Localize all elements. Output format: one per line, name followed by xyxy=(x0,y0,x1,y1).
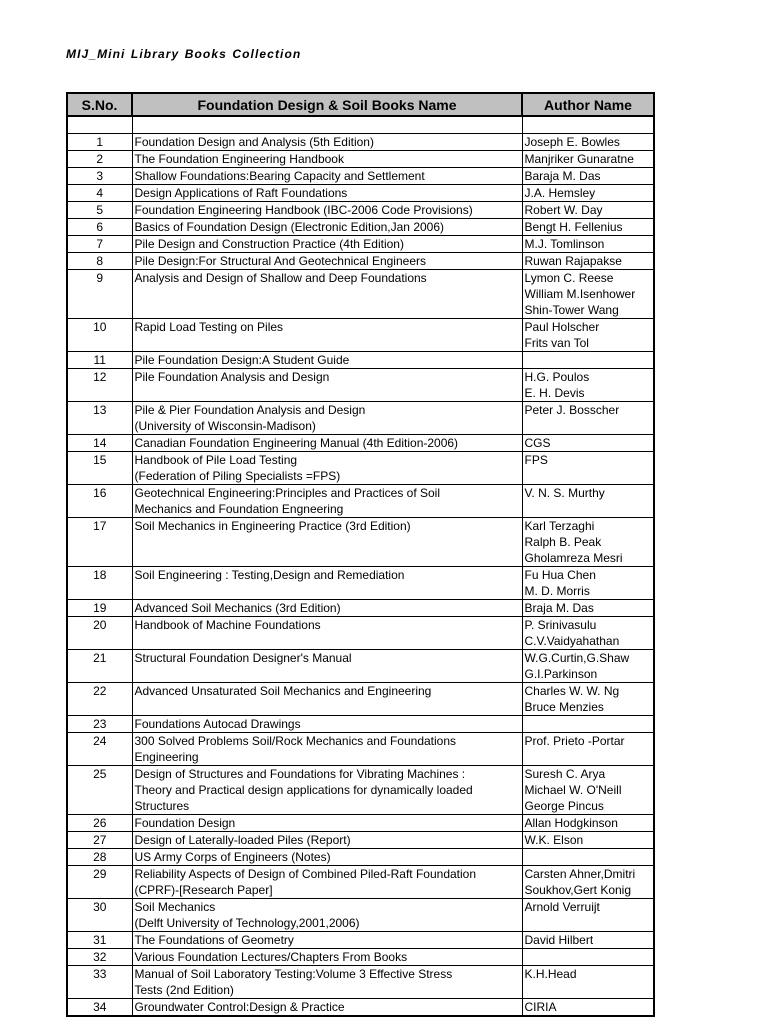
book-title-line: Foundation Engineering Handbook (IBC-2006 Code Provisions) xyxy=(134,203,473,217)
serial-number-cell: 28 xyxy=(67,849,132,866)
table-row xyxy=(67,815,654,832)
author-line: E. H. Devis xyxy=(524,386,585,400)
serial-number-cell: 1 xyxy=(67,134,132,151)
serial-number-cell: 16 xyxy=(67,485,132,518)
table-row xyxy=(67,168,654,185)
author-line: Bengt H. Fellenius xyxy=(524,220,623,234)
serial-number-cell: 15 xyxy=(67,452,132,485)
author-line: Lymon C. Reese xyxy=(524,271,614,285)
author-cell xyxy=(522,849,654,866)
book-title-line: Soil Engineering : Testing,Design and Remediation xyxy=(134,568,405,582)
book-title-line: Foundation Design and Analysis (5th Edition) xyxy=(134,135,374,149)
book-title-cell xyxy=(132,518,522,567)
book-title-cell xyxy=(132,134,522,151)
table-row xyxy=(67,733,654,766)
table-row xyxy=(67,600,654,617)
book-title-line: Shallow Foundations:Bearing Capacity and Settlement xyxy=(134,169,425,183)
table-row xyxy=(67,766,654,815)
author-cell xyxy=(522,949,654,966)
book-title-line: Rapid Load Testing on Piles xyxy=(134,320,284,334)
author-line: G.I.Parkinson xyxy=(524,667,598,681)
author-cell xyxy=(522,270,654,319)
book-title-cell xyxy=(132,202,522,219)
author-cell xyxy=(522,219,654,236)
author-line: Fu Hua Chen xyxy=(524,568,596,582)
serial-number-cell: 14 xyxy=(67,435,132,452)
author-cell xyxy=(522,236,654,253)
serial-number-cell: 5 xyxy=(67,202,132,219)
table-row xyxy=(67,352,654,369)
document-title: MIJ_Mini Library Books Collection xyxy=(66,47,302,61)
blank-cell xyxy=(67,116,132,134)
author-line: W.G.Curtin,G.Shaw xyxy=(524,651,630,665)
table-row xyxy=(67,617,654,650)
author-cell xyxy=(522,815,654,832)
author-cell xyxy=(522,402,654,435)
serial-number-cell: 26 xyxy=(67,815,132,832)
book-title-line: US Army Corps of Engineers (Notes) xyxy=(134,850,331,864)
author-cell xyxy=(522,319,654,352)
table-row xyxy=(67,849,654,866)
book-title-cell xyxy=(132,966,522,999)
author-line: Michael W. O'Neill xyxy=(524,783,622,797)
book-title-line: Various Foundation Lectures/Chapters From Books xyxy=(134,950,408,964)
author-cell xyxy=(522,452,654,485)
table-row xyxy=(67,151,654,168)
table-row xyxy=(67,716,654,733)
author-line: Allan Hodgkinson xyxy=(524,816,618,830)
book-title-line: Design Applications of Raft Foundations xyxy=(134,186,348,200)
author-cell xyxy=(522,832,654,849)
book-title-cell xyxy=(132,899,522,932)
book-title-line: The Foundations of Geometry xyxy=(134,933,294,947)
serial-number-cell: 18 xyxy=(67,567,132,600)
book-title-cell xyxy=(132,716,522,733)
author-line: George Pincus xyxy=(524,799,604,813)
table-row xyxy=(67,452,654,485)
book-title-cell xyxy=(132,849,522,866)
book-title-line: Design of Laterally-loaded Piles (Report) xyxy=(134,833,351,847)
serial-number-cell: 25 xyxy=(67,766,132,815)
serial-number-cell: 22 xyxy=(67,683,132,716)
serial-number-cell: 21 xyxy=(67,650,132,683)
author-line: Manjriker Gunaratne xyxy=(524,152,634,166)
author-line: Frits van Tol xyxy=(524,336,589,350)
book-title-line: (University of Wisconsin-Madison) xyxy=(134,419,316,433)
book-title-cell xyxy=(132,683,522,716)
author-cell xyxy=(522,716,654,733)
book-title-cell xyxy=(132,270,522,319)
table-row xyxy=(67,369,654,402)
book-title-line: (Delft University of Technology,2001,2006) xyxy=(134,916,360,930)
table-row xyxy=(67,966,654,999)
book-title-line: Pile Foundation Design:A Student Guide xyxy=(134,353,350,367)
book-title-line: Theory and Practical design applications for dynamically loaded xyxy=(134,783,473,797)
books-table xyxy=(66,92,655,1017)
serial-number-cell: 31 xyxy=(67,932,132,949)
book-title-cell xyxy=(132,319,522,352)
book-title-cell xyxy=(132,866,522,899)
book-title-cell xyxy=(132,402,522,435)
author-line: Karl Terzaghi xyxy=(524,519,595,533)
author-line: Joseph E. Bowles xyxy=(524,135,620,149)
table-row xyxy=(67,832,654,849)
book-title-cell xyxy=(132,815,522,832)
book-title-line: Structures xyxy=(134,799,190,813)
serial-number-cell: 3 xyxy=(67,168,132,185)
author-cell xyxy=(522,600,654,617)
book-title-line: 300 Solved Problems Soil/Rock Mechanics and Foundations xyxy=(134,734,457,748)
author-line: W.K. Elson xyxy=(524,833,584,847)
author-line: Arnold Verruijt xyxy=(524,900,600,914)
book-title-cell xyxy=(132,766,522,815)
book-title-line: Canadian Foundation Engineering Manual (4th Edition-2006) xyxy=(134,436,459,450)
author-line: Baraja M. Das xyxy=(524,169,601,183)
author-cell xyxy=(522,202,654,219)
author-line: CIRIA xyxy=(524,1000,557,1014)
book-title-cell xyxy=(132,932,522,949)
table-row xyxy=(67,518,654,567)
author-line: C.V.Vaidyahathan xyxy=(524,634,620,648)
book-title-line: (CPRF)-[Research Paper] xyxy=(134,883,273,897)
table-row xyxy=(67,899,654,932)
table-row xyxy=(67,134,654,151)
book-title-line: Handbook of Pile Load Testing xyxy=(134,453,298,467)
table-row xyxy=(67,949,654,966)
author-line: H.G. Poulos xyxy=(524,370,590,384)
book-title-cell xyxy=(132,733,522,766)
book-title-line: Pile Design:For Structural And Geotechnical Engineers xyxy=(134,254,426,268)
book-title-cell xyxy=(132,435,522,452)
author-line: Paul Holscher xyxy=(524,320,600,334)
author-cell xyxy=(522,253,654,270)
header-author: Author Name xyxy=(522,93,654,116)
author-line: Charles W. W. Ng xyxy=(524,684,620,698)
author-cell xyxy=(522,899,654,932)
author-line: William M.Isenhower xyxy=(524,287,636,301)
serial-number-cell: 6 xyxy=(67,219,132,236)
book-title-cell xyxy=(132,949,522,966)
author-line: M.J. Tomlinson xyxy=(524,237,605,251)
book-title-line: Advanced Soil Mechanics (3rd Edition) xyxy=(134,601,341,615)
book-title-cell xyxy=(132,219,522,236)
book-title-cell xyxy=(132,236,522,253)
book-title-line: Tests (2nd Edition) xyxy=(134,983,234,997)
book-title-line: Mechanics and Foundation Engneering xyxy=(134,502,344,516)
author-cell xyxy=(522,650,654,683)
serial-number-cell: 23 xyxy=(67,716,132,733)
book-title-line: Foundations Autocad Drawings xyxy=(134,717,301,731)
book-title-cell xyxy=(132,185,522,202)
table-row xyxy=(67,219,654,236)
author-cell xyxy=(522,134,654,151)
book-title-line: Groundwater Control:Design & Practice xyxy=(134,1000,345,1014)
book-title-line: Soil Mechanics in Engineering Practice (3rd Edition) xyxy=(134,519,411,533)
book-title-line: Pile & Pier Foundation Analysis and Design xyxy=(134,403,366,417)
table-row xyxy=(67,402,654,435)
book-title-cell xyxy=(132,485,522,518)
header-book-name: Foundation Design & Soil Books Name xyxy=(132,93,522,116)
author-line: Braja M. Das xyxy=(524,601,594,615)
author-line: Ralph B. Peak xyxy=(524,535,602,549)
book-title-line: The Foundation Engineering Handbook xyxy=(134,152,344,166)
author-line: J.A. Hemsley xyxy=(524,186,596,200)
serial-number-cell: 19 xyxy=(67,600,132,617)
book-title-line: Advanced Unsaturated Soil Mechanics and Engineering xyxy=(134,684,432,698)
author-line: Peter J. Bosscher xyxy=(524,403,620,417)
book-title-cell xyxy=(132,452,522,485)
author-cell xyxy=(522,151,654,168)
serial-number-cell: 10 xyxy=(67,319,132,352)
book-title-cell xyxy=(132,600,522,617)
serial-number-cell: 30 xyxy=(67,899,132,932)
author-line: Soukhov,Gert Konig xyxy=(524,883,632,897)
serial-number-cell: 24 xyxy=(67,733,132,766)
book-title-line: Geotechnical Engineering:Principles and Practices of Soil xyxy=(134,486,441,500)
book-title-cell xyxy=(132,567,522,600)
author-line: CGS xyxy=(524,436,551,450)
serial-number-cell: 2 xyxy=(67,151,132,168)
author-line: M. D. Morris xyxy=(524,584,590,598)
author-cell xyxy=(522,766,654,815)
serial-number-cell: 4 xyxy=(67,185,132,202)
author-cell xyxy=(522,369,654,402)
serial-number-cell: 29 xyxy=(67,866,132,899)
author-cell xyxy=(522,966,654,999)
table-row xyxy=(67,319,654,352)
book-title-line: Structural Foundation Designer's Manual xyxy=(134,651,352,665)
serial-number-cell: 32 xyxy=(67,949,132,966)
author-line: David Hilbert xyxy=(524,933,594,947)
blank-cell xyxy=(132,116,522,134)
book-title-line: Manual of Soil Laboratory Testing:Volume 3 Effective Stress xyxy=(134,967,453,981)
author-cell xyxy=(522,617,654,650)
book-title-line: Reliability Aspects of Design of Combined Piled-Raft Foundation xyxy=(134,867,477,881)
serial-number-cell: 9 xyxy=(67,270,132,319)
author-line: Prof. Prieto -Portar xyxy=(524,734,625,748)
book-title-cell xyxy=(132,650,522,683)
author-line: V. N. S. Murthy xyxy=(524,486,605,500)
table-row xyxy=(67,185,654,202)
book-title-line: Basics of Foundation Design (Electronic Edition,Jan 2006) xyxy=(134,220,445,234)
serial-number-cell: 34 xyxy=(67,999,132,1017)
author-line: Gholamreza Mesri xyxy=(524,551,623,565)
book-title-cell xyxy=(132,151,522,168)
serial-number-cell: 27 xyxy=(67,832,132,849)
table-row xyxy=(67,253,654,270)
table-row xyxy=(67,866,654,899)
author-cell xyxy=(522,435,654,452)
book-title-cell xyxy=(132,253,522,270)
author-cell xyxy=(522,168,654,185)
serial-number-cell: 7 xyxy=(67,236,132,253)
book-title-line: Pile Foundation Analysis and Design xyxy=(134,370,330,384)
author-line: Ruwan Rajapakse xyxy=(524,254,622,268)
author-line: K.H.Head xyxy=(524,967,577,981)
header-row xyxy=(67,93,654,116)
author-line: Bruce Menzies xyxy=(524,700,604,714)
author-cell xyxy=(522,567,654,600)
book-title-cell xyxy=(132,369,522,402)
book-title-line: Pile Design and Construction Practice (4th Edition) xyxy=(134,237,404,251)
book-title-cell xyxy=(132,832,522,849)
blank-cell xyxy=(522,116,654,134)
serial-number-cell: 12 xyxy=(67,369,132,402)
author-cell xyxy=(522,733,654,766)
table-row xyxy=(67,485,654,518)
table-row xyxy=(67,999,654,1017)
table-row xyxy=(67,932,654,949)
author-cell xyxy=(522,518,654,567)
book-title-line: (Federation of Piling Specialists =FPS) xyxy=(134,469,341,483)
book-title-line: Handbook of Machine Foundations xyxy=(134,618,321,632)
serial-number-cell: 17 xyxy=(67,518,132,567)
table-row xyxy=(67,567,654,600)
serial-number-cell: 8 xyxy=(67,253,132,270)
serial-number-cell: 11 xyxy=(67,352,132,369)
author-cell xyxy=(522,185,654,202)
table-row xyxy=(67,683,654,716)
author-cell xyxy=(522,866,654,899)
book-title-line: Analysis and Design of Shallow and Deep Foundations xyxy=(134,271,427,285)
blank-row xyxy=(67,116,654,134)
table-row xyxy=(67,435,654,452)
header-sno: S.No. xyxy=(67,93,132,116)
book-title-line: Engineering xyxy=(134,750,199,764)
author-cell xyxy=(522,485,654,518)
table-row xyxy=(67,270,654,319)
book-title-cell xyxy=(132,617,522,650)
table-row xyxy=(67,202,654,219)
author-cell xyxy=(522,683,654,716)
author-cell xyxy=(522,932,654,949)
author-cell xyxy=(522,999,654,1017)
author-line: Suresh C. Arya xyxy=(524,767,606,781)
author-line: Robert W. Day xyxy=(524,203,603,217)
book-title-cell xyxy=(132,999,522,1017)
author-line: P. Srinivasulu xyxy=(524,618,597,632)
book-title-cell xyxy=(132,352,522,369)
serial-number-cell: 20 xyxy=(67,617,132,650)
serial-number-cell: 33 xyxy=(67,966,132,999)
author-cell xyxy=(522,352,654,369)
serial-number-cell: 13 xyxy=(67,402,132,435)
book-title-line: Soil Mechanics xyxy=(134,900,216,914)
book-title-line: Design of Structures and Foundations for Vibrating Machines : xyxy=(134,767,466,781)
table-row xyxy=(67,650,654,683)
author-line: Carsten Ahner,Dmitri xyxy=(524,867,636,881)
book-title-cell xyxy=(132,168,522,185)
table-row xyxy=(67,236,654,253)
book-title-line: Foundation Design xyxy=(134,816,236,830)
author-line: FPS xyxy=(524,453,548,467)
author-line: Shin-Tower Wang xyxy=(524,303,619,317)
